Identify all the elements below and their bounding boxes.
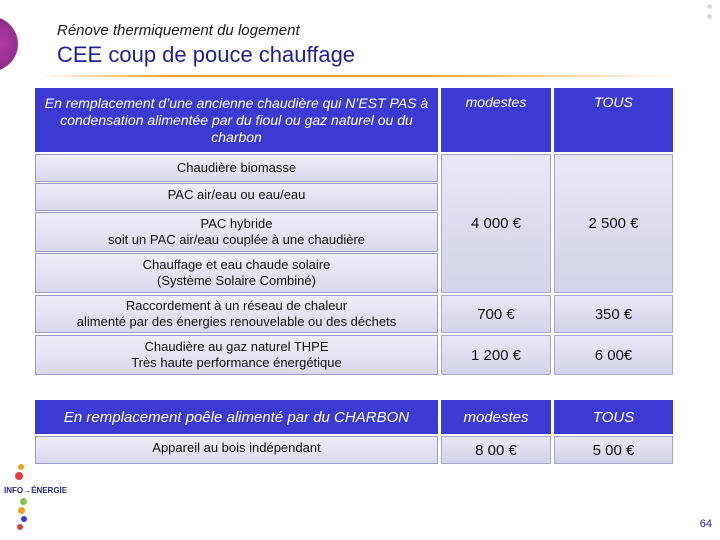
gaz-value-tous-cell bbox=[554, 335, 673, 375]
table2-header-label: En remplacement poêle alimenté par du CHARBON bbox=[35, 400, 438, 434]
table2-header-col-tous: TOUS bbox=[554, 400, 673, 434]
table-row-pac-hybride: PAC hybride soit un PAC air/eau couplée à une chaudière bbox=[35, 212, 438, 252]
bois-value-modestes-cell bbox=[441, 436, 551, 464]
gaz-value-modestes: 1 200 € bbox=[470, 346, 522, 364]
slide-title: CEE coup de pouce chauffage bbox=[57, 42, 356, 67]
page-number: 64 bbox=[699, 518, 712, 530]
group-value-modestes-cell bbox=[441, 154, 551, 293]
table1-header-label: En remplacement d’une ancienne chaudière qui N’EST PAS à condensation alimentée par du fioul ou gaz naturel ou du charbon bbox=[35, 88, 438, 152]
reseau-value-modestes-cell bbox=[441, 295, 551, 333]
info-energie-logo bbox=[6, 462, 76, 534]
slide-subtitle: Rénove thermiquement du logement bbox=[57, 22, 300, 39]
table-row-gaz-thpe: Chaudière au gaz naturel THPE Très haute performance énergétique bbox=[35, 335, 438, 375]
bois-value-modestes: 8 00 € bbox=[475, 441, 517, 459]
table-row-reseau-chaleur: Raccordement à un réseau de chaleur alimenté par des énergies renouvelable ou des déchets bbox=[35, 295, 438, 333]
reseau-value-tous: 350 € bbox=[594, 305, 633, 323]
bois-value-tous-cell bbox=[554, 436, 673, 464]
reseau-value-modestes: 700 € bbox=[477, 305, 515, 323]
group-value-modestes: 4 000 € bbox=[470, 215, 522, 232]
logo-text: INFO→ÉNERGIE bbox=[4, 486, 68, 495]
table-row-chaudiere-biomasse: Chaudière biomasse bbox=[35, 154, 438, 182]
bois-value-tous: 5 00 € bbox=[592, 441, 635, 459]
table1-header-col-modestes: modestes bbox=[441, 88, 551, 152]
table1-header-col-tous: TOUS bbox=[554, 88, 673, 152]
title-divider bbox=[40, 75, 680, 77]
table-row-pac-air-eau: PAC air/eau ou eau/eau bbox=[35, 183, 438, 211]
table2-header-col-modestes: modestes bbox=[441, 400, 551, 434]
table-row-appareil-bois: Appareil au bois indépendant bbox=[35, 436, 438, 464]
table-row-solaire: Chauffage et eau chaude solaire (Système Solaire Combiné) bbox=[35, 253, 438, 293]
reseau-value-tous-cell bbox=[554, 295, 673, 333]
decorative-arc bbox=[0, 16, 18, 72]
gaz-value-tous: 6 00€ bbox=[594, 346, 633, 364]
group-value-tous: 2 500 € bbox=[588, 215, 639, 232]
decorative-dots bbox=[692, 0, 720, 540]
group-value-tous-cell bbox=[554, 154, 673, 293]
gaz-value-modestes-cell bbox=[441, 335, 551, 375]
